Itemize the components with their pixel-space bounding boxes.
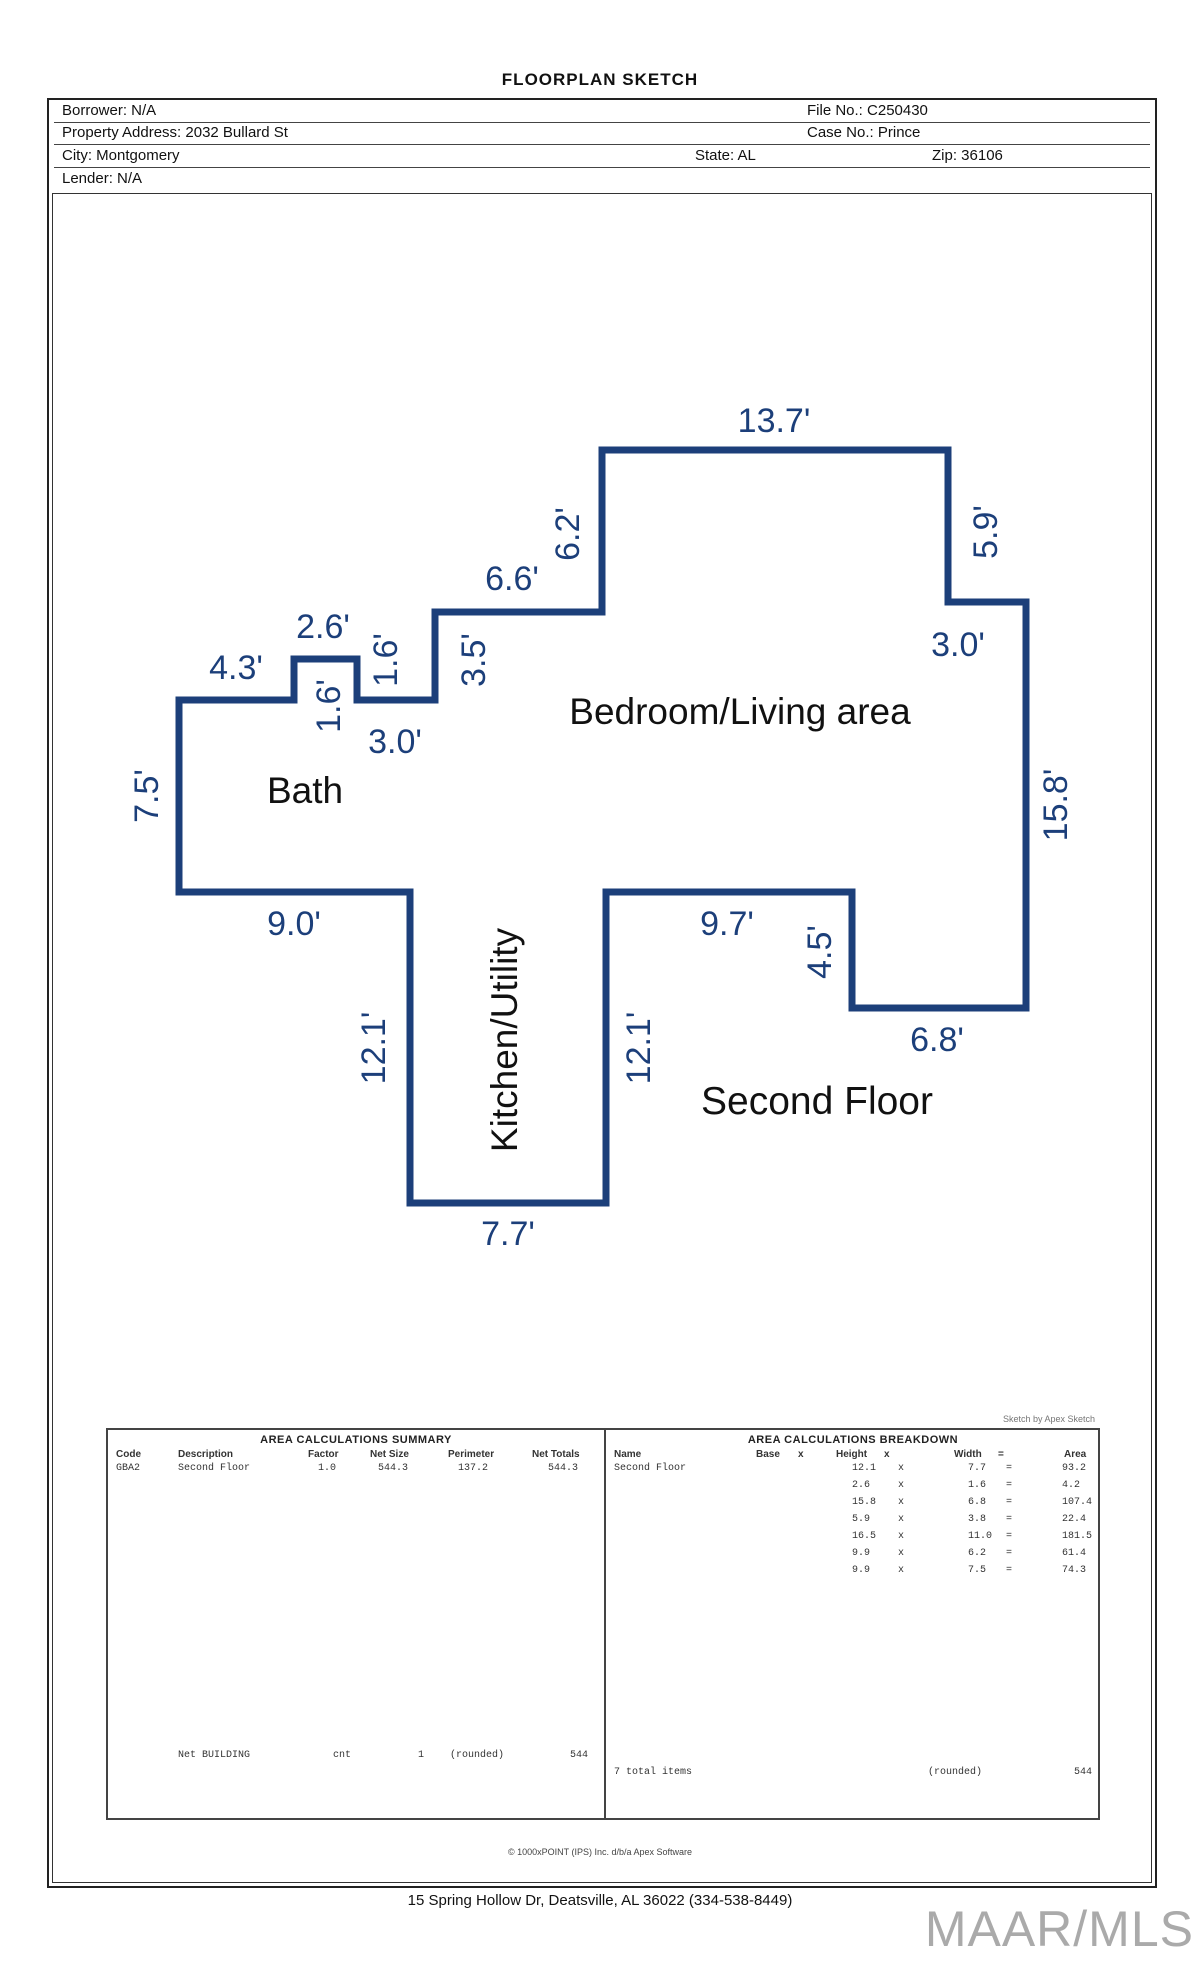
- dim-bath-bottom: 9.0': [267, 905, 321, 943]
- breakdown-cell-x: x: [898, 1463, 905, 1474]
- breakdown-cell-x: x: [898, 1514, 905, 1525]
- floor-label: Second Floor: [701, 1080, 933, 1123]
- summary-cell-code: GBA2: [116, 1463, 141, 1474]
- breakdown-cell-width: 7.5: [968, 1565, 987, 1576]
- state-field: State: AL: [695, 147, 756, 164]
- net-building-unit: cnt: [333, 1750, 352, 1761]
- net-building-rounded: (rounded): [450, 1750, 505, 1761]
- dim-bump-top: 2.6': [296, 608, 350, 646]
- breakdown-cell-area: 93.2: [1062, 1463, 1087, 1474]
- breakdown-cell-height: 9.9: [852, 1548, 871, 1559]
- net-building-count: 1: [418, 1750, 425, 1761]
- dim-kitchen-bottom: 7.7': [481, 1215, 535, 1253]
- summary-title: AREA CALCULATIONS SUMMARY: [260, 1434, 452, 1446]
- breakdown-name: Second Floor: [614, 1463, 687, 1474]
- breakdown-cell-area: 4.2: [1062, 1480, 1081, 1491]
- breakdown-cell-width: 6.2: [968, 1548, 987, 1559]
- breakdown-cell-equals: =: [1006, 1565, 1013, 1576]
- breakdown-cell-equals: =: [1006, 1514, 1013, 1525]
- breakdown-cell-width: 11.0: [968, 1531, 993, 1542]
- dim-step-up: 3.5': [455, 633, 493, 687]
- breakdown-cell-height: 15.8: [852, 1497, 877, 1508]
- breakdown-cell-area: 107.4: [1062, 1497, 1093, 1508]
- breakdown-col-base: Base: [756, 1449, 780, 1460]
- property-address-field: Property Address: 2032 Bullard St: [62, 124, 288, 141]
- dim-upper-rise: 6.2': [549, 507, 587, 561]
- mls-watermark: MAAR/MLS: [924, 1901, 1194, 1957]
- dim-right-notch: 4.5': [801, 925, 839, 979]
- breakdown-total: 544: [1074, 1767, 1093, 1778]
- summary-col-perimeter: Perimeter: [448, 1449, 495, 1460]
- summary-col-net-size: Net Size: [370, 1449, 409, 1460]
- breakdown-col-x2: x: [884, 1449, 890, 1460]
- breakdown-cell-equals: =: [1006, 1548, 1013, 1559]
- breakdown-cell-x: x: [898, 1497, 905, 1508]
- dim-kitchen-left: 12.1': [355, 1011, 393, 1085]
- sketch-credit: Sketch by Apex Sketch: [1002, 1414, 1095, 1424]
- breakdown-cell-equals: =: [1006, 1463, 1013, 1474]
- breakdown-cell-equals: =: [1006, 1480, 1013, 1491]
- room-kitchen-label: Kitchen/Utility: [484, 927, 525, 1153]
- summary-cell-net-totals: 544.3: [548, 1463, 579, 1474]
- breakdown-cell-area: 74.3: [1062, 1565, 1087, 1576]
- summary-cell-perimeter: 137.2: [458, 1463, 489, 1474]
- breakdown-cell-height: 9.9: [852, 1565, 871, 1576]
- dim-right-step: 3.0': [931, 626, 985, 664]
- dim-bath-top: 4.3': [209, 649, 263, 687]
- breakdown-cell-equals: =: [1006, 1497, 1013, 1508]
- borrower-field: Borrower: N/A: [62, 102, 157, 119]
- breakdown-cell-width: 3.8: [968, 1514, 987, 1525]
- zip-field: Zip: 36106: [932, 147, 1003, 164]
- breakdown-col-height: Height: [836, 1449, 868, 1460]
- net-building-total: 544: [570, 1750, 589, 1761]
- room-bedroom-label: Bedroom/Living area: [569, 691, 911, 732]
- breakdown-col-area: Area: [1064, 1449, 1087, 1460]
- dim-kitchen-right: 12.1': [620, 1011, 658, 1085]
- dim-bump-left: 1.6': [310, 679, 348, 733]
- summary-col-code: Code: [116, 1449, 141, 1460]
- dim-upper-step: 6.6': [485, 560, 539, 598]
- breakdown-title: AREA CALCULATIONS BREAKDOWN: [747, 1434, 959, 1446]
- room-bath-label: Bath: [266, 770, 344, 811]
- breakdown-col-equals: =: [998, 1449, 1004, 1460]
- footer-address: 15 Spring Hollow Dr, Deatsville, AL 36022 (334-538-8449): [407, 1892, 793, 1909]
- dim-bath-left: 7.5': [128, 769, 166, 823]
- breakdown-col-name: Name: [614, 1449, 642, 1460]
- table-divider: [604, 1430, 606, 1818]
- breakdown-cell-x: x: [898, 1548, 905, 1559]
- summary-cell-factor: 1.0: [318, 1463, 337, 1474]
- breakdown-cell-width: 1.6: [968, 1480, 987, 1491]
- breakdown-cell-height: 16.5: [852, 1531, 877, 1542]
- breakdown-cell-area: 181.5: [1062, 1531, 1093, 1542]
- breakdown-cell-x: x: [898, 1565, 905, 1576]
- breakdown-total-items: 7 total items: [614, 1767, 693, 1778]
- breakdown-cell-equals: =: [1006, 1531, 1013, 1542]
- case-no-field: Case No.: Prince: [807, 124, 921, 141]
- breakdown-col-width: Width: [954, 1449, 982, 1460]
- breakdown-cell-area: 61.4: [1062, 1548, 1087, 1559]
- page-title: FLOORPLAN SKETCH: [501, 70, 699, 89]
- dim-step-bottom: 3.0': [368, 723, 422, 761]
- summary-cell-net-size: 544.3: [378, 1463, 409, 1474]
- area-calculations-table: [106, 1428, 1100, 1820]
- breakdown-cell-height: 2.6: [852, 1480, 871, 1491]
- dim-right-top: 5.9': [967, 505, 1005, 559]
- dim-right-side: 15.8': [1037, 768, 1075, 842]
- breakdown-cell-x: x: [898, 1480, 905, 1491]
- breakdown-cell-width: 6.8: [968, 1497, 987, 1508]
- dim-bottom-right: 6.8': [910, 1021, 964, 1059]
- dim-top: 13.7': [737, 402, 811, 440]
- dim-middle-right: 9.7': [700, 905, 754, 943]
- summary-col-net-totals: Net Totals: [532, 1449, 580, 1460]
- file-no-field: File No.: C250430: [807, 102, 928, 119]
- lender-field: Lender: N/A: [62, 170, 143, 187]
- breakdown-cell-height: 5.9: [852, 1514, 871, 1525]
- breakdown-cell-area: 22.4: [1062, 1514, 1087, 1525]
- breakdown-cell-width: 7.7: [968, 1463, 987, 1474]
- city-field: City: Montgomery: [62, 147, 180, 164]
- dim-bump-right: 1.6': [367, 633, 405, 687]
- breakdown-cell-x: x: [898, 1531, 905, 1542]
- breakdown-rounded: (rounded): [928, 1767, 983, 1778]
- summary-cell-description: Second Floor: [178, 1463, 251, 1474]
- copyright-notice: © 1000xPOINT (IPS) Inc. d/b/a Apex Software: [507, 1847, 693, 1857]
- breakdown-cell-height: 12.1: [852, 1463, 877, 1474]
- summary-col-factor: Factor: [308, 1449, 339, 1460]
- net-building-label: Net BUILDING: [178, 1750, 251, 1761]
- breakdown-col-x1: x: [798, 1449, 804, 1460]
- summary-col-description: Description: [178, 1449, 234, 1460]
